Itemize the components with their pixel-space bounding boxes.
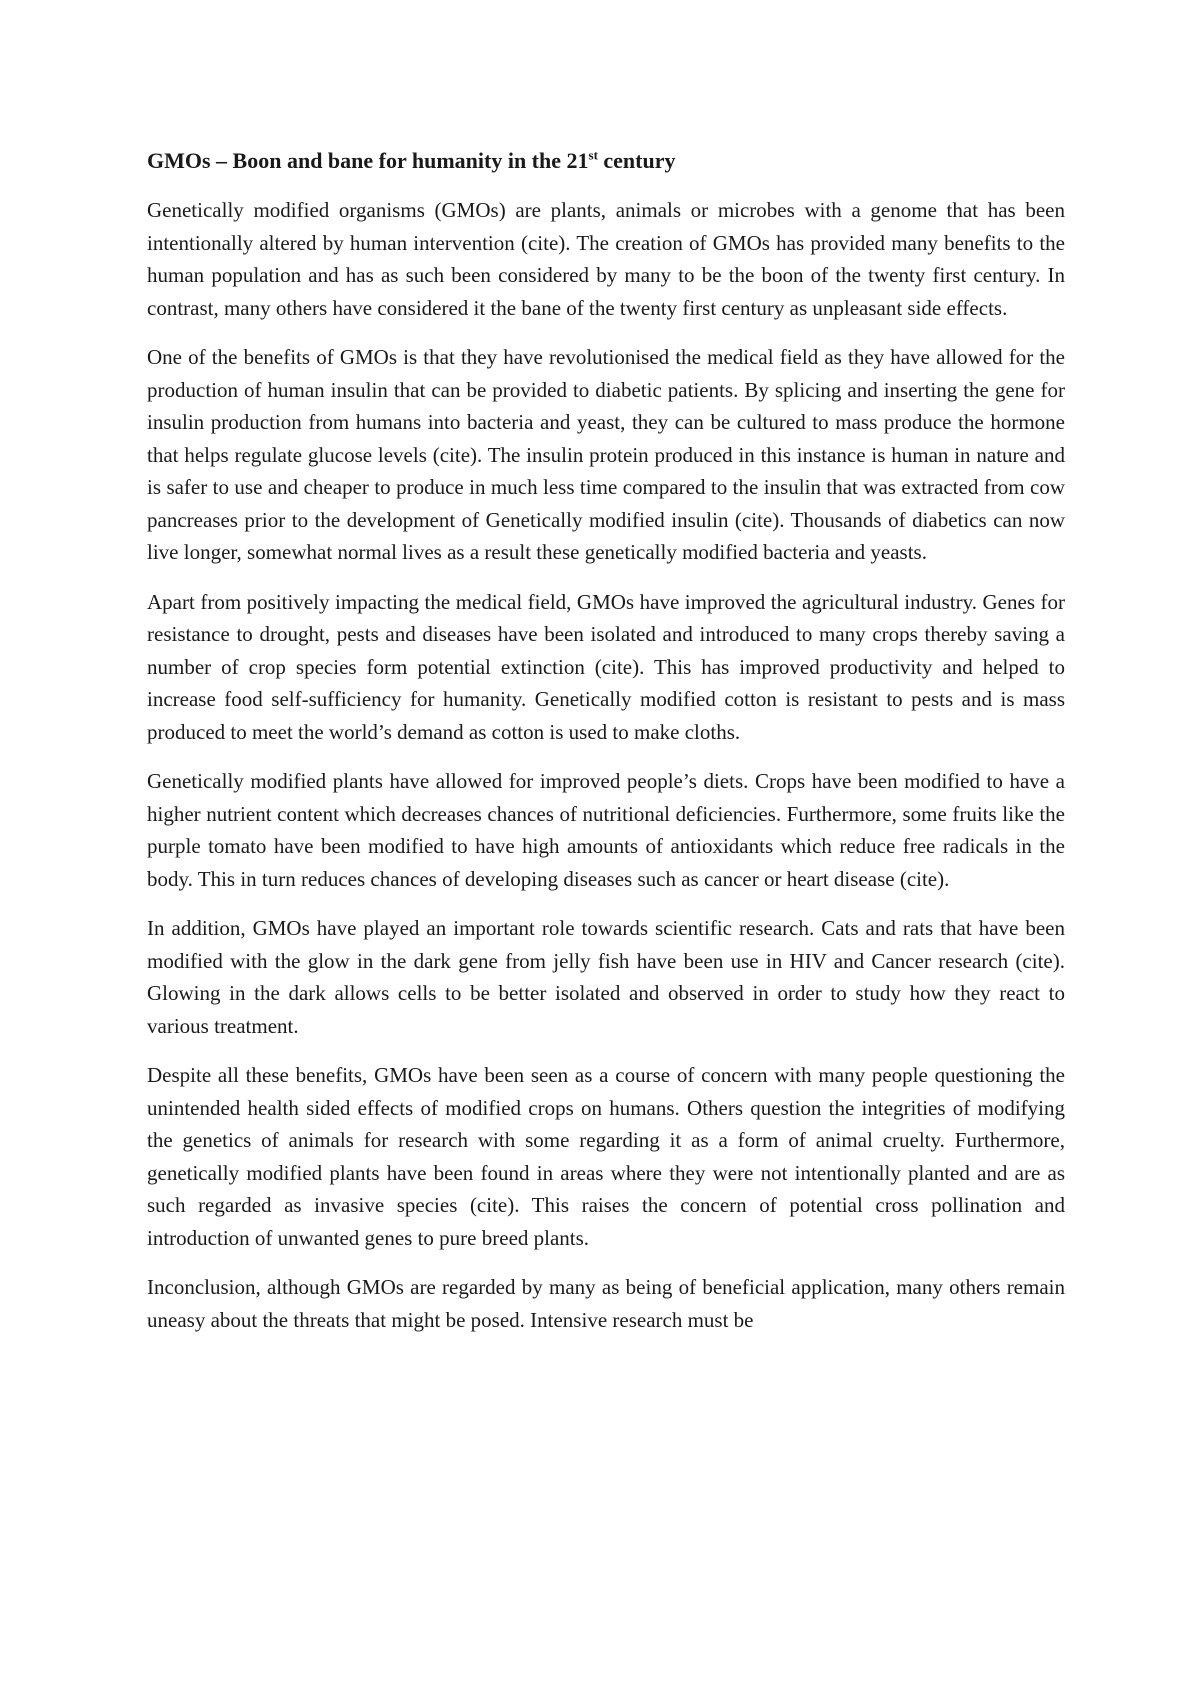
title-tail: century (597, 148, 676, 173)
document-page (147, 148, 1065, 1353)
paragraph-agriculture: Apart from positively impacting the medical field, GMOs have improved the agricultural industry. Genes for resistance to drought, pests and diseases have been isolated and introduced to many crops thereby saving a number of crop species form potential extinction (cite). This has improved productivity and helped to increase food self-sufficiency for humanity. Genetically modified cotton is resistant to pests and is mass produced to meet the world’s demand as cotton is used to make cloths. (147, 589, 1065, 744)
paragraph-intro: Genetically modified organisms (GMOs) are plants, animals or microbes with a genome that has been intentionally altered by human intervention (cite). The creation of GMOs has provided many benefits to the human population and has as such been considered by many to be the boon of the twenty first century. In contrast, many others have considered it the bane of the twenty first century as unpleasant side effects. (147, 198, 1065, 320)
title-main: GMOs – Boon and bane for humanity in the 21 (147, 148, 589, 173)
paragraph-concerns: Despite all these benefits, GMOs have been seen as a course of concern with many people questioning the unintended health sided effects of modified crops on humans. Others question the integrities of modifying the genetics of animals for research with some regarding it as a form of animal cruelty. Furthermore, genetically modified plants have been found in areas where they were not intentionally planted and are as such regarded as invasive species (cite). This raises the concern of potential cross pollination and introduction of unwanted genes to pure breed plants. (147, 1063, 1065, 1250)
paragraph-research: In addition, GMOs have played an important role towards scientific research. Cats and rats that have been modified with the glow in the dark gene from jelly fish have been use in HIV and Cancer research (cite). Glowing in the dark allows cells to be better isolated and observed in order to study how they react to various treatment. (147, 916, 1065, 1038)
title-superscript: st (588, 147, 598, 163)
document-title (147, 148, 1065, 174)
paragraph-medical: One of the benefits of GMOs is that they have revolutionised the medical field as they have allowed for the production of human insulin that can be provided to diabetic patients. By splicing and inserting the gene for insulin production from humans into bacteria and yeast, they can be cultured to mass produce the hormone that helps regulate glucose levels (cite). The insulin protein produced in this instance is human in nature and is safer to use and cheaper to produce in much less time compared to the insulin that was extracted from cow pancreases prior to the development of Genetically modified insulin (cite). Thousands of diabetics can now live longer, somewhat normal lives as a result these genetically modified bacteria and yeasts. (147, 345, 1065, 564)
paragraph-diets: Genetically modified plants have allowed for improved people’s diets. Crops have been modified to have a higher nutrient content which decreases chances of nutritional deficiencies. Furthermore, some fruits like the purple tomato have been modified to have high amounts of antioxidants which reduce free radicals in the body. This in turn reduces chances of developing diseases such as cancer or heart disease (cite). (147, 769, 1065, 891)
paragraph-conclusion: Inconclusion, although GMOs are regarded by many as being of beneficial application, many others remain uneasy about the threats that might be posed. Intensive research must be (147, 1275, 1065, 1332)
